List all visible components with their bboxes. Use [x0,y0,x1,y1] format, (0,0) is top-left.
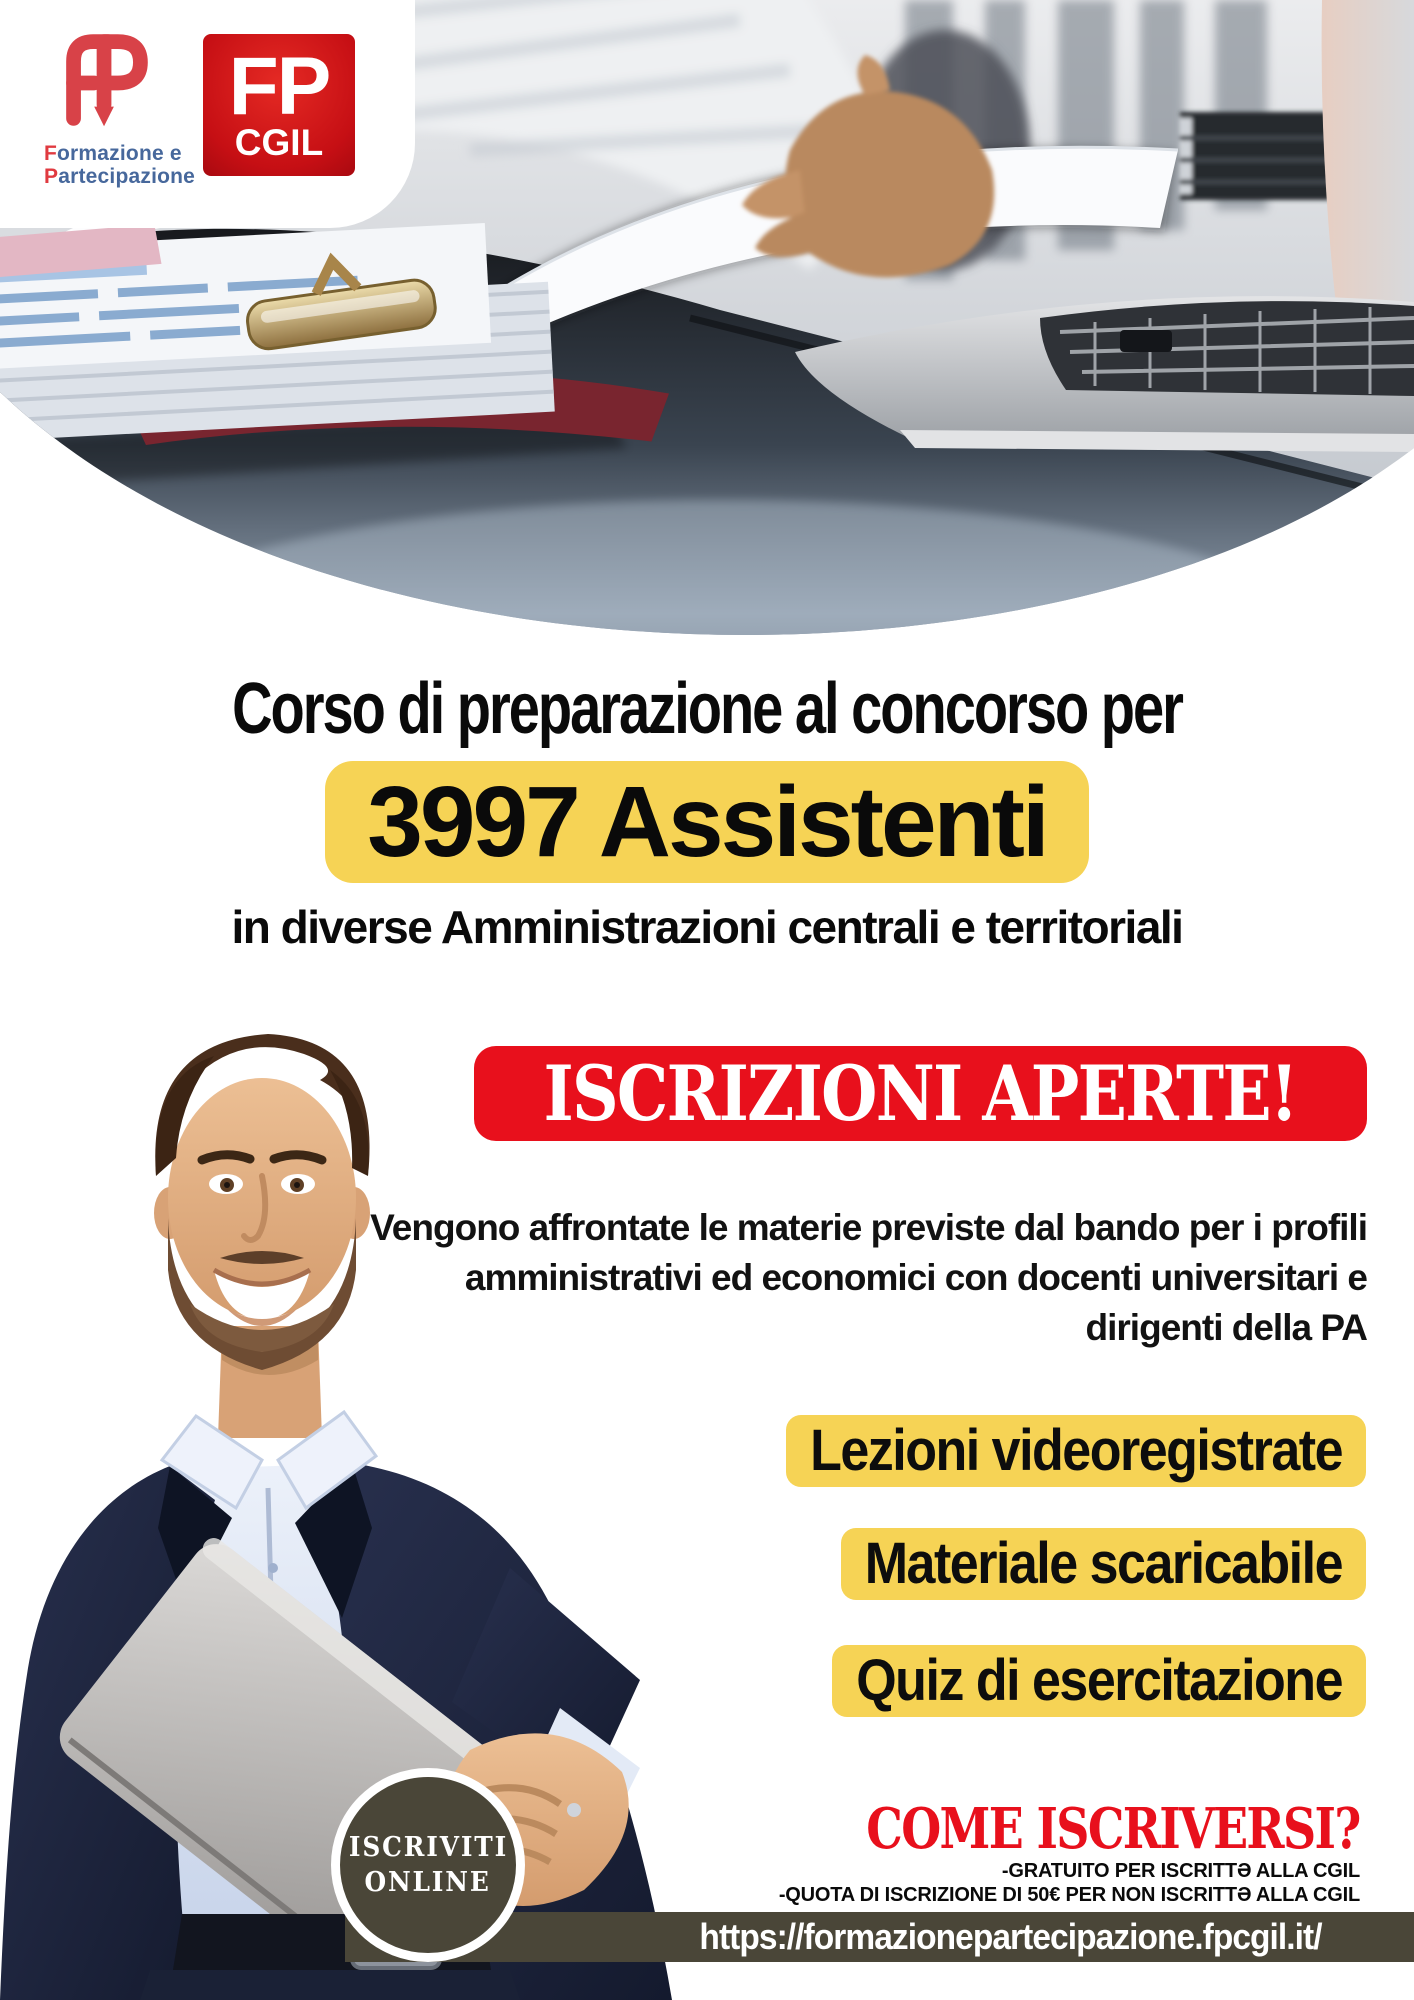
course-description: Vengono affrontate le materie previste dal bando per i profili amministrativi ed economici con docenti universitari e dirigenti della PA [370,1207,1367,1348]
enroll-note-fee: -QUOTA DI ISCRIZIONE DI 50€ PER NON ISCRITTƏ ALLA CGIL [778,1884,1360,1906]
feature-ribbon-materials [841,1528,1366,1600]
fp-wordmark-initial: F [44,142,58,165]
fp-wordmark-rest: ormazione e [57,142,182,165]
fp-cgil-logo [203,34,355,176]
enrollment-open-banner-text: ISCRIZIONI APERTE! [543,1049,1298,1138]
highlight-pill-text: 3997 Assistenti [367,766,1047,878]
enrollment-open-banner [474,1046,1367,1141]
course-title-line1 [0,666,1414,748]
how-to-enroll-heading-text: COME ISCRIVERSI? [866,1796,1360,1862]
fp-wordmark-initial: P [44,165,59,188]
enroll-online-badge[interactable] [331,1768,525,1962]
highlight-pill [325,761,1088,883]
enroll-note-free: -GRATUITO PER ISCRITTƏ ALLA CGIL [1001,1860,1360,1882]
fp-cgil-logo-fp: FP [228,41,330,132]
feature-ribbon-quiz-text: Quiz di esercitazione [856,1648,1342,1714]
fp-cgil-logo-cgil: CGIL [234,122,324,163]
feature-ribbon-lessons [786,1415,1366,1487]
website-url-text: https://formazionepartecipazione.fpcgil.it/ [699,1916,1322,1957]
feature-ribbon-quiz [832,1645,1366,1717]
fp-logo-wordmark [44,142,195,188]
enroll-online-badge-line1: ISCRIVITI [348,1832,508,1863]
course-title-line1-text: Corso di preparazione al concorso per [232,666,1182,748]
course-title-line2 [0,900,1414,954]
enroll-online-badge-line2: ONLINE [364,1867,492,1898]
highlight-row [0,761,1414,883]
logo-card [0,0,415,228]
fp-formazione-logo-icon [42,22,170,140]
fp-wordmark-rest: artecipazione [58,165,196,188]
how-to-enroll-heading [758,1796,1360,1862]
feature-ribbon-materials-text: Materiale scaricabile [864,1531,1342,1597]
feature-ribbon-lessons-text: Lezioni videoregistrate [810,1418,1342,1484]
course-title-line2-text: in diverse Amministrazioni centrali e territoriali [231,901,1183,953]
